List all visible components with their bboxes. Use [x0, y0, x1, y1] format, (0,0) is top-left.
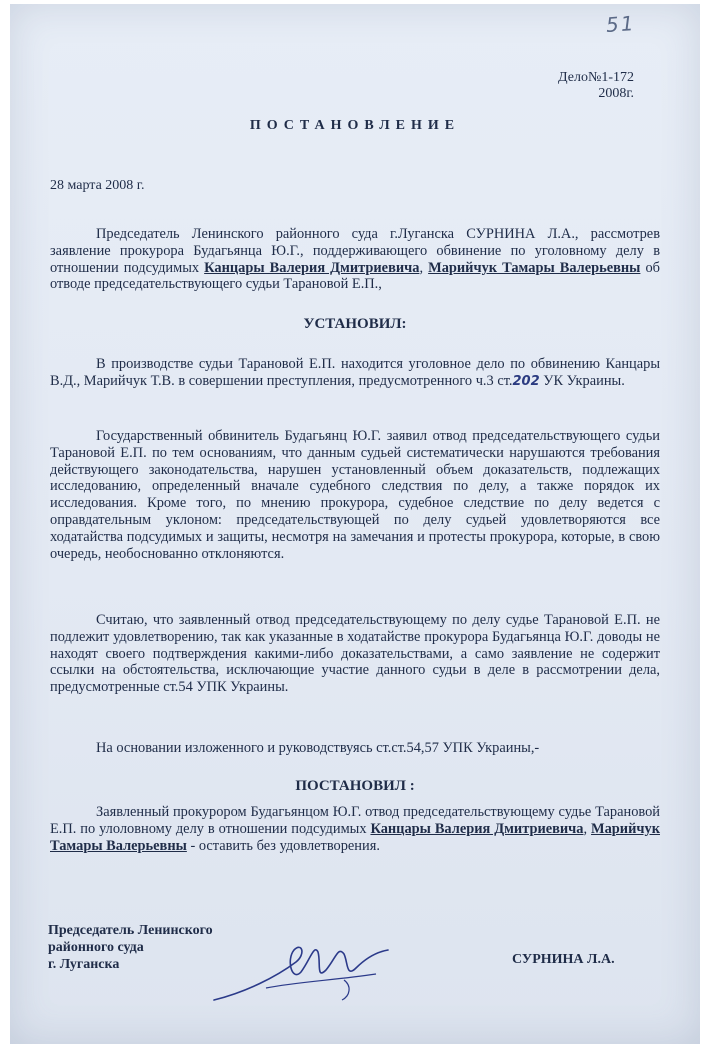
intro-separator: ,: [419, 259, 429, 276]
document-date: 28 марта 2008 г.: [50, 178, 145, 193]
handwritten-article-number: 202: [512, 373, 540, 389]
case-number: Дело№1-172: [558, 70, 634, 85]
signature-line-2: районного суда: [48, 940, 144, 955]
resolution-defendant-1: Канцары Валерия Дмитриевича: [370, 820, 584, 837]
resolution-separator: ,: [583, 820, 592, 837]
heading-established: УСТАНОВИЛ:: [303, 316, 407, 332]
intro-paragraph: [50, 226, 660, 293]
document-page: [10, 4, 700, 1044]
paragraph-4: На основании изложенного и руководствуясь ст.ст.54,57 УПК Украины,-: [96, 740, 540, 756]
paragraph-1-text: В производстве судьи Тарановой Е.П. находится уголовное дело по обвинению Канцары В.Д., Марийчук Т.В. в совершении преступления, предусмотренного ч.3 ст.: [50, 356, 660, 389]
handwritten-page-number: 51: [605, 11, 637, 37]
signatory-name: СУРНИНА Л.А.: [512, 952, 615, 967]
intro-text-2: об отводе председательствующего судьи Тарановой Е.П.,: [50, 259, 660, 293]
heading-resolved: ПОСТАНОВИЛ :: [295, 778, 415, 794]
paragraph-1: [50, 356, 660, 391]
paragraph-1-end: УК Украины.: [539, 372, 625, 389]
case-number-block: [558, 70, 634, 102]
paragraph-3: Считаю, что заявленный отвод председательствующему по делу судье Тарановой Е.П. не подлежит удовлетворению, так как указанные в ходатайстве прокурора Будагьянца Ю.Г. доводы не находят своего подтверждения какими-либо доказательствами, а само заявление не содержит ссылки на обстоятельства, исключающие участие данного судьи в деле в рассмотрении дела, предусмотренные ст.54 УПК Украины.: [50, 612, 660, 696]
handwritten-signature: [206, 922, 406, 1012]
signature-line-3: г. Луганска: [48, 957, 120, 972]
paragraph-2: Государственный обвинитель Будагьянц Ю.Г. заявил отвод председательствующего судьи Тарановой Е.П. по тем основаниям, что данным судьей систематически нарушаются требования действующего законодательства, нарушен установленный объем доказательств, подлежащих исследованию, определенный вначале судебного следствия по делу, а также порядок их исследования. Кроме того, по мнению прокурора, судебное следствие по делу ведется с оправдательным уклоном: председательствующей по делу судьей удовлетворяются все ходатайства подсудимых и защиты, несмотря на замечания и протесты прокурора, которые, в свою очередь, необоснованно отклоняются.: [50, 428, 660, 562]
resolution-text-2: - оставить без удовлетворения.: [186, 837, 380, 854]
resolution-defendant-2: Марийчук Тамары Валерьевны: [50, 820, 660, 854]
case-year: 2008г.: [598, 86, 634, 101]
document-title: ПОСТАНОВЛЕНИЕ: [249, 118, 461, 133]
defendant-1-name: Канцары Валерия Дмитриевича: [204, 259, 420, 276]
intro-text-1: Председатель Ленинского районного суда г.Луганска СУРНИНА Л.А., рассмотрев заявление прокурора Будагьянца Ю.Г., поддерживающего обвинение по уголовному делу в отношении подсудимых: [50, 226, 660, 276]
resolution-paragraph: [50, 804, 660, 854]
signature-title-block: [48, 922, 213, 973]
defendant-2-name: Марийчук Тамары Валерьевны: [428, 259, 641, 276]
resolution-text-1: Заявленный прокурором Будагьянцом Ю.Г. отвод председательствующему судье Тарановой Е.П. по улоловному делу в отношении подсудимых: [50, 804, 660, 837]
signature-line-1: Председатель Ленинского: [48, 923, 213, 938]
